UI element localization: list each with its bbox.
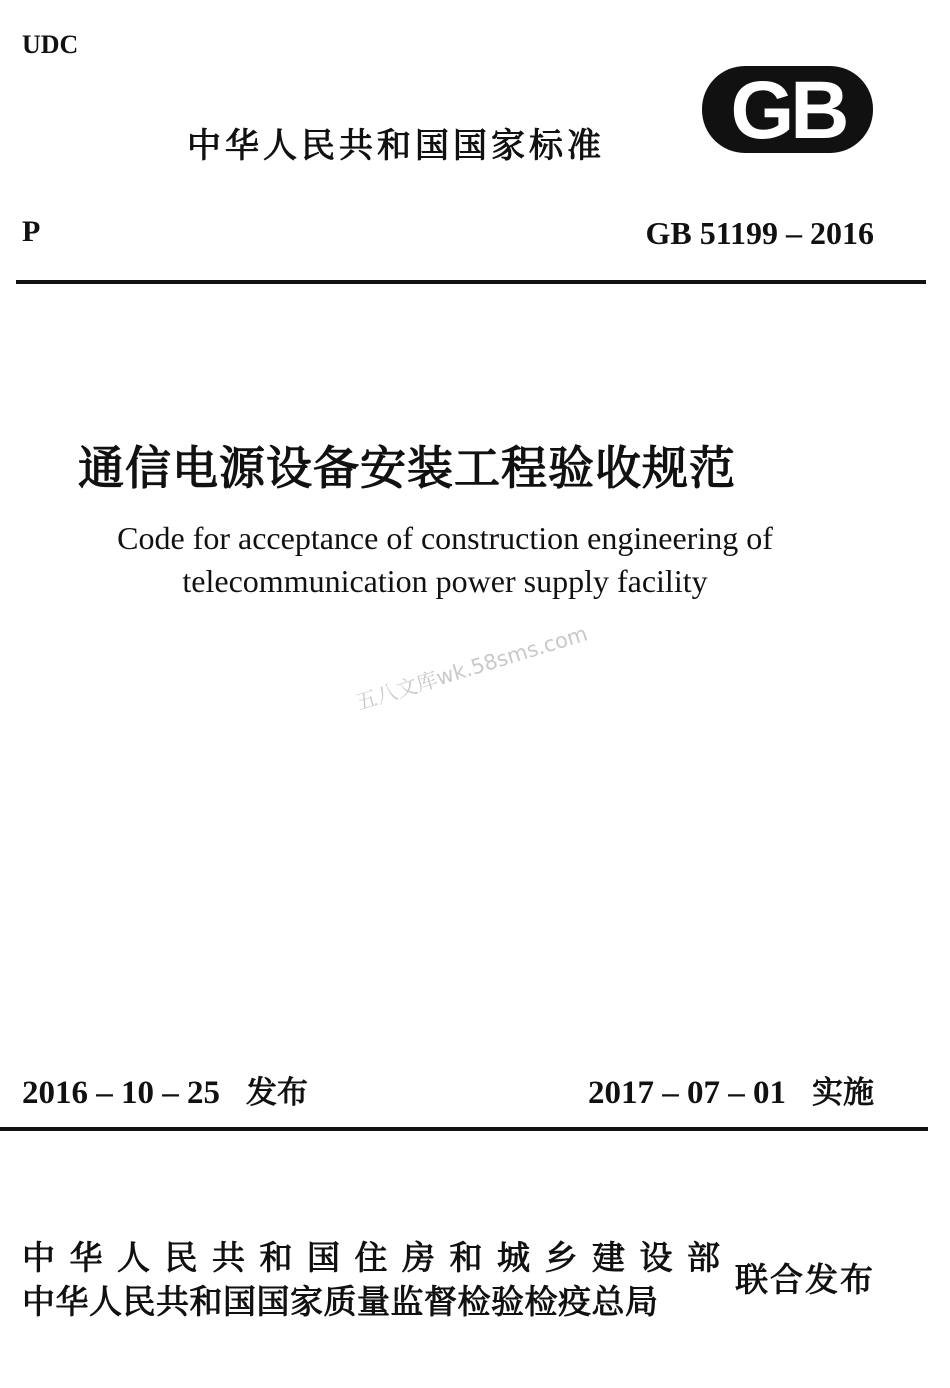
title-english-line2: telecommunication power supply facility — [182, 563, 708, 599]
implementation-date: 2017 – 07 – 01 — [588, 1075, 786, 1111]
jointly-issued-label: 联合发布 — [735, 1260, 875, 1299]
footer-divider — [0, 1127, 928, 1131]
title-english-line1: Code for acceptance of construction engineering of — [117, 520, 773, 556]
watermark: 五八文库wk.58sms.com — [353, 621, 591, 715]
organization-title: 中华人民共和国国家标准 — [187, 126, 605, 166]
classification-code: P — [22, 215, 41, 248]
header-divider — [16, 280, 926, 284]
standard-number: GB 51199 – 2016 — [645, 215, 874, 251]
issue-label: 发布 — [246, 1075, 308, 1111]
implementation-date-block — [588, 1067, 874, 1112]
gb-logo — [700, 62, 875, 157]
gb-logo-text: GB — [730, 65, 846, 156]
issue-date: 2016 – 10 – 25 — [22, 1075, 220, 1111]
issuer-ministry-housing: 中华人民共和国住房和城乡建设部 — [22, 1238, 735, 1277]
issue-date-block — [22, 1067, 308, 1112]
implementation-label: 实施 — [812, 1075, 874, 1111]
title-chinese: 通信电源设备安装工程验收规范 — [78, 441, 736, 495]
udc-label: UDC — [22, 30, 79, 59]
issuer-aqsiq: 中华人民共和国国家质量监督检验检疫总局 — [22, 1282, 659, 1321]
